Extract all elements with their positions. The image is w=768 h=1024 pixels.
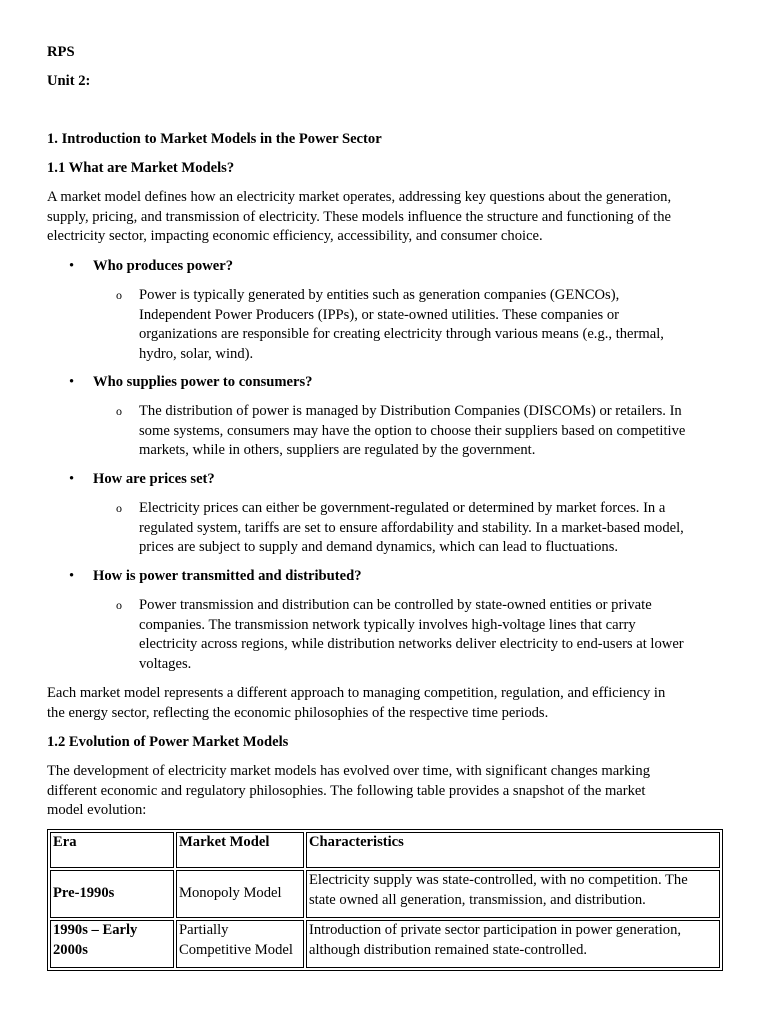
cell-line: Competitive Model <box>179 941 293 958</box>
bullet-question: Who supplies power to consumers? <box>93 374 313 390</box>
table-row <box>50 920 720 968</box>
unit-title: Unit 2: <box>47 73 91 89</box>
paragraph-line: A market model defines how an electricity market operates, addressing key questions about the generation, <box>47 189 672 205</box>
bullet-question: How is power transmitted and distributed? <box>93 568 362 584</box>
bullet-icon: • <box>69 568 75 584</box>
cell-line: Partially <box>179 922 229 938</box>
paragraph-line: the energy sector, reflecting the economic philosophies of the respective time periods. <box>47 704 549 721</box>
answer-line: electricity across regions, while distribution networks deliver electricity to end-users at lower <box>139 636 684 653</box>
evolution-table <box>47 829 723 971</box>
table-cell-characteristics <box>306 920 720 968</box>
cell-line: 2000s <box>53 941 88 958</box>
intro-paragraph <box>47 188 671 247</box>
table-header-cell: Characteristics <box>306 832 720 868</box>
answer-line: The distribution of power is managed by Distribution Companies (DISCOMs) or retailers. In <box>139 403 682 419</box>
paragraph-line: supply, pricing, and transmission of electricity. These models influence the structure and functioning of the <box>47 208 671 225</box>
sub-bullet-text <box>139 596 729 674</box>
bullet-item <box>47 373 727 393</box>
table-header-row <box>50 832 720 868</box>
cell-line: Electricity supply was state-controlled, with no competition. The <box>309 872 688 888</box>
cell-line: although distribution remained state-controlled. <box>309 941 588 958</box>
sub-bullet-text <box>139 286 729 364</box>
answer-line: markets, while in others, suppliers are regulated by the government. <box>139 442 536 459</box>
circle-bullet-icon: o <box>116 288 122 302</box>
sub-bullet-item <box>47 286 727 364</box>
table-cell-model <box>176 920 304 968</box>
answer-line: voltages. <box>139 655 192 672</box>
cell-line: Pre-1990s <box>53 885 115 902</box>
cell-line: Introduction of private sector participation in power generation, <box>309 922 682 938</box>
sub-bullet-text <box>139 499 729 558</box>
paragraph-line: electricity sector, impacting economic efficiency, accessibility, and consumer choice. <box>47 228 543 245</box>
subsection-heading: 1.2 Evolution of Power Market Models <box>47 734 289 750</box>
cell-line: Monopoly Model <box>179 885 282 902</box>
answer-line: Electricity prices can either be government-regulated or determined by market forces. In a <box>139 500 666 516</box>
answer-line: hydro, solar, wind). <box>139 345 254 362</box>
table-header-cell: Era <box>50 832 174 868</box>
bullet-icon: • <box>69 258 75 274</box>
table-row <box>50 870 720 918</box>
answer-line: prices are subject to supply and demand dynamics, which can lead to fluctuations. <box>139 539 619 556</box>
circle-bullet-icon: o <box>116 598 122 612</box>
paragraph-line: model evolution: <box>47 802 147 819</box>
bullet-question: How are prices set? <box>93 471 215 487</box>
table-cell-era <box>50 920 174 968</box>
table-header-cell: Market Model <box>176 832 304 868</box>
paragraph-line: The development of electricity market models has evolved over time, with significant changes marking <box>47 763 651 779</box>
bullet-item <box>47 257 727 277</box>
table-cell-characteristics <box>306 870 720 918</box>
table-cell-era <box>50 870 174 918</box>
sub-bullet-item <box>47 499 727 558</box>
bullet-question: Who produces power? <box>93 258 234 274</box>
evolution-intro-paragraph <box>47 762 650 821</box>
summary-paragraph <box>47 684 665 723</box>
answer-line: organizations are responsible for creating electricity through various means (e.g., thermal, <box>139 326 664 343</box>
bullet-item <box>47 470 727 490</box>
bullet-icon: • <box>69 374 75 390</box>
sub-bullet-item <box>47 402 727 461</box>
answer-line: Power is typically generated by entities such as generation companies (GENCOs), <box>139 287 620 303</box>
course-title: RPS <box>47 44 75 60</box>
cell-line: state owned all generation, transmission, and distribution. <box>309 891 646 908</box>
circle-bullet-icon: o <box>116 501 122 515</box>
answer-line: some systems, consumers may have the option to choose their suppliers based on competitive <box>139 422 686 439</box>
paragraph-line: Each market model represents a different approach to managing competition, regulation, and efficiency in <box>47 685 666 701</box>
answer-line: companies. The transmission network typically involves high-voltage lines that carry <box>139 616 636 633</box>
table-cell-model <box>176 870 304 918</box>
cell-line: 1990s – Early <box>53 922 138 938</box>
sub-bullet-text <box>139 402 729 461</box>
section-heading: 1. Introduction to Market Models in the Power Sector <box>47 131 382 147</box>
paragraph-line: different economic and regulatory philosophies. The following table provides a snapshot of the market <box>47 782 646 799</box>
bullet-item <box>47 567 727 587</box>
answer-line: regulated system, tariffs are set to ensure affordability and stability. In a market-based model, <box>139 519 684 536</box>
answer-line: Independent Power Producers (IPPs), or state-owned utilities. These companies or <box>139 306 619 323</box>
bullet-icon: • <box>69 471 75 487</box>
sub-bullet-item <box>47 596 727 674</box>
circle-bullet-icon: o <box>116 404 122 418</box>
subsection-heading: 1.1 What are Market Models? <box>47 160 235 176</box>
answer-line: Power transmission and distribution can be controlled by state-owned entities or private <box>139 597 652 613</box>
